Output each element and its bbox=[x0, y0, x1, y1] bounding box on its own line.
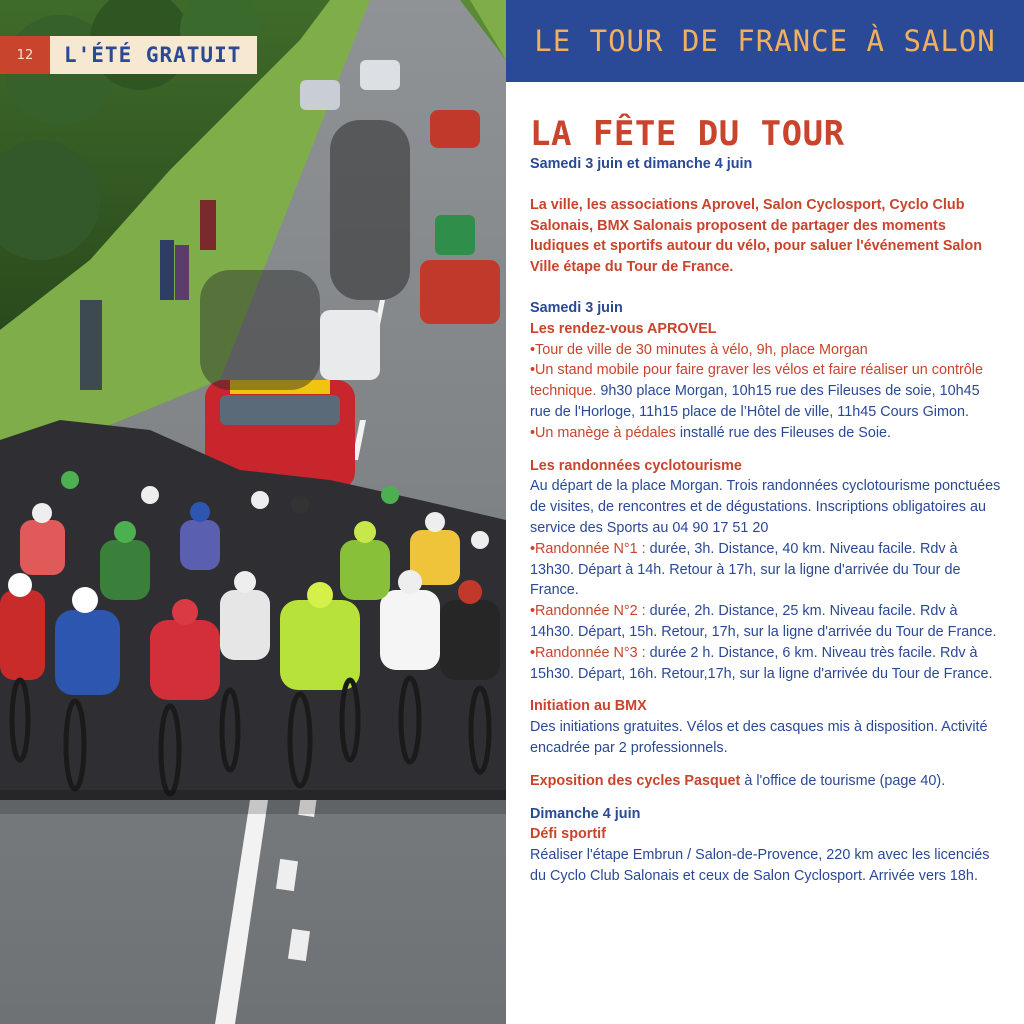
aprovel-heading: Les rendez-vous APROVEL bbox=[530, 320, 717, 337]
rando-3-text: durée 2 h. Distance, 6 km. Niveau très facile. Rdv à 15h30. Départ, 16h. Retour,17h, sur la ligne d'arrivée du Tour de France. bbox=[530, 644, 993, 682]
defi-text: Réaliser l'étape Embrun / Salon-de-Provence, 220 km avec les licenciés du Cyclo Club Salonais et ceux de Salon Cyclosport. Arrivée vers 18h. bbox=[530, 847, 990, 884]
rando-1-text: durée, 3h. Distance, 40 km. Niveau facile. Rdv à 13h30. Départ à 14h. Retour à 17h, sur la ligne d'arrivée du Tour de France. bbox=[530, 540, 961, 599]
aprovel-bullet-2 bbox=[530, 360, 1004, 422]
aprovel-bullet-2-lead: •Un stand mobile pour faire graver les vélos et faire réaliser un contrôle technique. bbox=[530, 362, 983, 400]
peloton-photo bbox=[0, 0, 506, 1024]
aprovel-bullet-3-lead: •Un manège à pédales bbox=[530, 424, 676, 441]
bmx-text: Des initiations gratuites. Vélos et des casques mis à disposition. Activité encadrée par 2 professionnels. bbox=[530, 719, 988, 756]
article-title: LA FÊTE DU TOUR bbox=[530, 114, 845, 154]
expo-label: Exposition des cycles Pasquet bbox=[530, 772, 741, 789]
bmx-heading: Initiation au BMX bbox=[530, 698, 647, 715]
page-tag bbox=[0, 36, 257, 74]
sunday-block bbox=[530, 804, 1004, 887]
rando-3 bbox=[530, 643, 1004, 685]
aprovel-bullet-1: •Tour de ville de 30 minutes à vélo, 9h, place Morgan bbox=[530, 341, 868, 358]
banner bbox=[506, 0, 1024, 82]
rando-block bbox=[530, 456, 1004, 685]
article-dates: Samedi 3 juin et dimanche 4 juin bbox=[530, 156, 753, 172]
rando-1 bbox=[530, 539, 1004, 601]
article-intro: La ville, les associations Aprovel, Salon Cyclosport, Cyclo Club Salonais, BMX Salonais proposent de partager des moments ludiques et sportifs autour du vélo, pour saluer l'événement Salon Ville étape du Tour de France. bbox=[530, 196, 983, 276]
expo-line bbox=[530, 771, 1004, 792]
aprovel-bullet-3 bbox=[530, 423, 1004, 444]
saturday-day: Samedi 3 juin bbox=[530, 299, 623, 316]
rando-2-text: durée, 2h. Distance, 25 km. Niveau facile. Rdv à 14h30. Départ, 15h. Retour, 17h, sur la ligne d'arrivée du Tour de France. bbox=[530, 603, 997, 640]
page-number: 12 bbox=[0, 36, 50, 74]
rando-1-label: •Randonnée N°1 : bbox=[530, 540, 646, 557]
bmx-block bbox=[530, 696, 1004, 758]
article bbox=[530, 114, 1004, 899]
rando-heading: Les randonnées cyclotourisme bbox=[530, 457, 742, 474]
aprovel-bullet-2-detail: 9h30 place Morgan, 10h15 rue des Fileuses de soie, 10h45 rue de l'Horloge, 11h15 place de l’Hôtel de ville, 11h45 Cours Gimon. bbox=[530, 383, 980, 420]
expo-text: à l'office de tourisme (page 40). bbox=[740, 772, 946, 789]
aprovel-bullet-3-detail: installé rue des Fileuses de Soie. bbox=[675, 424, 892, 441]
sunday-day: Dimanche 4 juin bbox=[530, 805, 641, 822]
defi-heading: Défi sportif bbox=[530, 826, 606, 843]
rando-2 bbox=[530, 601, 1004, 643]
rando-2-label: •Randonnée N°2 : bbox=[530, 603, 646, 620]
rando-intro: Au départ de la place Morgan. Trois randonnées cyclotourisme ponctuées de visites, de rencontres et de dégustations. Inscriptions obligatoires au service des Sports au 04 90 17 51 20 bbox=[530, 478, 1001, 536]
section-label: L'ÉTÉ GRATUIT bbox=[50, 36, 257, 74]
rando-3-label: •Randonnée N°3 : bbox=[530, 644, 646, 661]
banner-title: LE TOUR DE FRANCE À SALON bbox=[534, 24, 996, 58]
saturday-block bbox=[530, 298, 1004, 444]
expo-block bbox=[530, 771, 1004, 792]
